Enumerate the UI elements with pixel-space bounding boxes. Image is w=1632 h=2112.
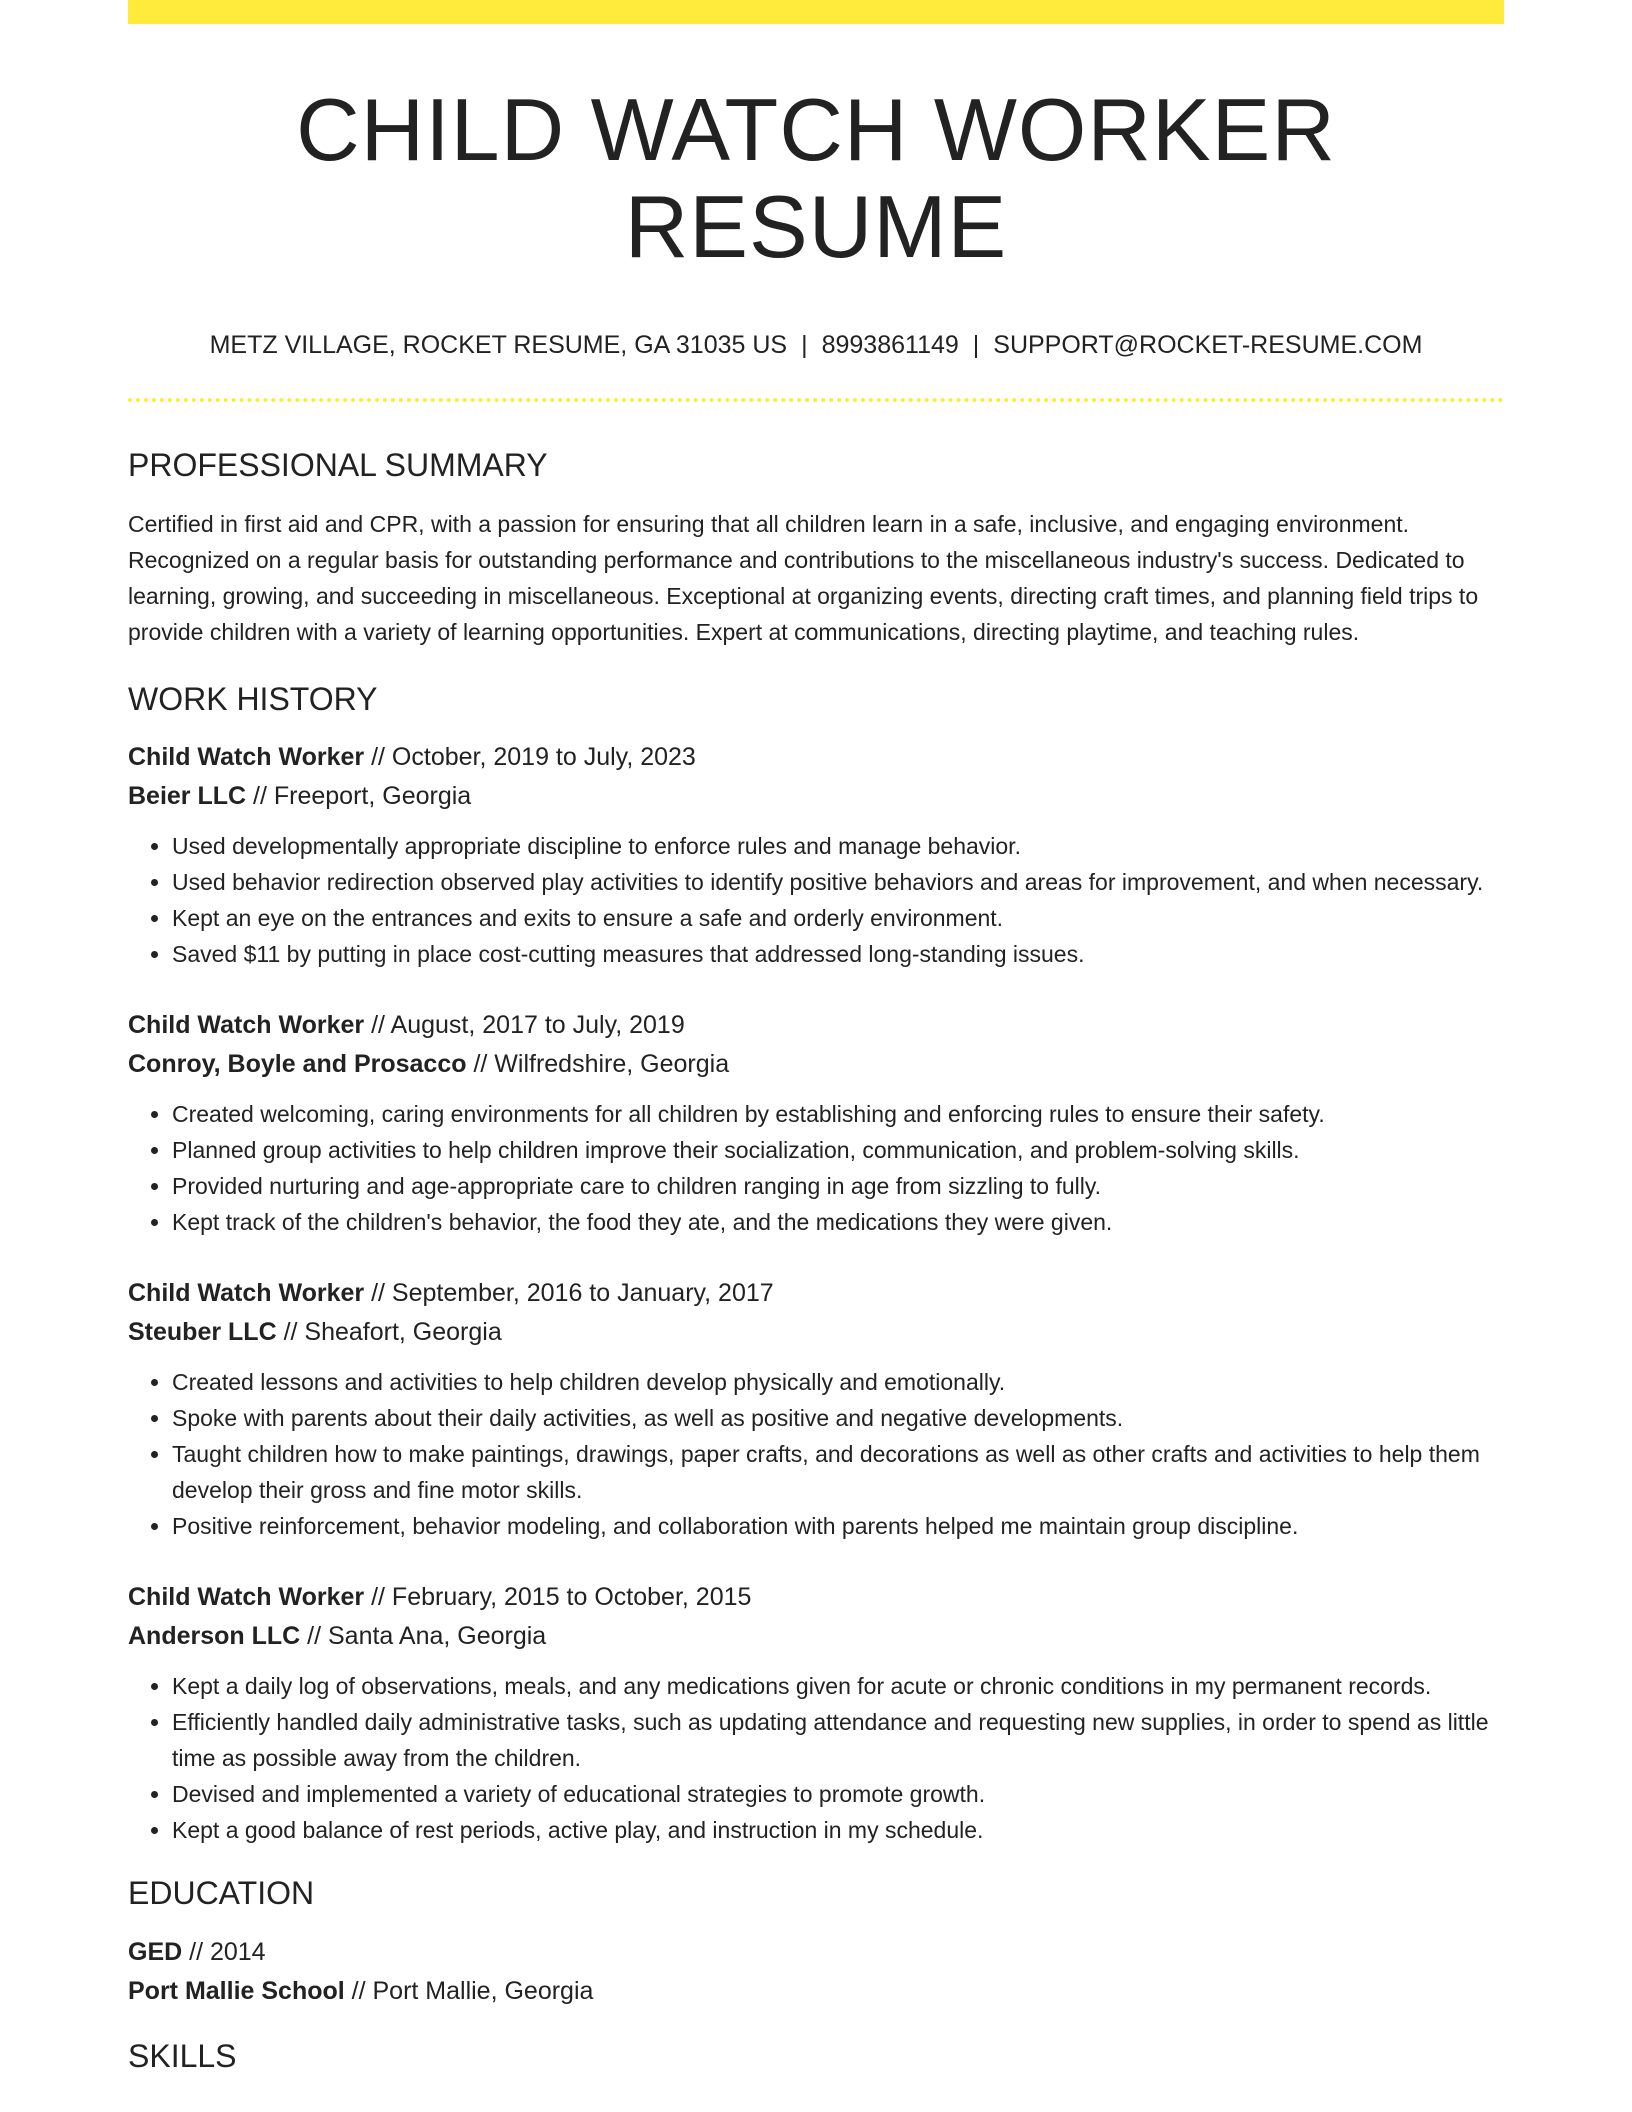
- job-bullet: • Used developmentally appropriate discipline to enforce rules and manage behavior.: [172, 828, 1504, 864]
- job-location: // Freeport, Georgia: [246, 782, 472, 811]
- job-title: Child Watch Worker: [128, 1011, 365, 1040]
- summary-text: Certified in first aid and CPR, with a passion for ensuring that all children learn in a safe, inclusive, and engaging environment. Recognized on a regular basis for outstanding performance and contributions to the miscellaneous industry's success. Dedicated to learning, growing, and succeeding in miscellaneous. Exceptional at organizing events, directing craft times, and planning field trips to provide children with a variety of learning opportunities. Expert at communications, directing playtime, and teaching rules.: [128, 510, 1479, 645]
- job-bullet: • Created welcoming, caring environments for all children by establishing and enforcing rules to ensure their safety.: [172, 1096, 1504, 1132]
- work-history-list: [128, 738, 1504, 1848]
- dotted-divider: [128, 398, 1504, 402]
- job-title-line: [128, 1274, 1504, 1313]
- job-company: Beier LLC: [128, 782, 247, 811]
- resume-page: [128, 0, 1504, 2075]
- education-degree: GED: [128, 1937, 183, 1966]
- job-bullet: • Kept a good balance of rest periods, active play, and instruction in my schedule.: [172, 1812, 1504, 1848]
- job-bullet: • Efficiently handled daily administrative tasks, such as updating attendance and requesting new supplies, in order to spend as little time as possible away from the children.: [172, 1704, 1504, 1776]
- education-entry: [128, 1933, 1504, 2011]
- job-bullet: • Provided nurturing and age-appropriate care to children ranging in age from sizzling to fully.: [172, 1168, 1504, 1204]
- job-company: Conroy, Boyle and Prosacco: [128, 1050, 467, 1079]
- job-company-line: [128, 1045, 1504, 1084]
- job-bullets: [128, 828, 1504, 972]
- job-bullets: [128, 1364, 1504, 1544]
- job-bullet: • Used behavior redirection observed play activities to identify positive behaviors and areas for improvement, and when necessary.: [172, 864, 1504, 900]
- job-dates: // October, 2019 to July, 2023: [364, 743, 696, 772]
- education-location: // Port Mallie, Georgia: [344, 1976, 594, 2005]
- education-school-line: [128, 1972, 1504, 2011]
- job-company: Steuber LLC: [128, 1318, 277, 1347]
- resume-title: CHILD WATCH WORKER RESUME: [296, 80, 1336, 276]
- job-title-line: [128, 738, 1504, 777]
- job-company: Anderson LLC: [128, 1622, 301, 1651]
- job-title-line: [128, 1578, 1504, 1617]
- job-title: Child Watch Worker: [128, 743, 365, 772]
- job-entry: [128, 738, 1504, 972]
- job-bullets: [128, 1668, 1504, 1848]
- job-location: // Wilfredshire, Georgia: [466, 1050, 730, 1079]
- job-entry: [128, 1006, 1504, 1240]
- work-history-heading: WORK HISTORY: [128, 680, 378, 717]
- skills-heading: SKILLS: [128, 2037, 237, 2074]
- contact-phone: 8993861149: [821, 330, 959, 359]
- job-bullet: • Kept a daily log of observations, meals, and any medications given for acute or chronic conditions in my permanent records.: [172, 1668, 1504, 1704]
- job-location: // Sheafort, Georgia: [276, 1318, 502, 1347]
- job-bullet: • Spoke with parents about their daily activities, as well as positive and negative developments.: [172, 1400, 1504, 1436]
- contact-address: METZ VILLAGE, ROCKET RESUME, GA 31035 US: [209, 330, 788, 359]
- job-company-line: [128, 1617, 1504, 1656]
- job-location: // Santa Ana, Georgia: [300, 1622, 547, 1651]
- contact-line: [128, 330, 1504, 360]
- job-title: Child Watch Worker: [128, 1583, 365, 1612]
- contact-email: SUPPORT@ROCKET-RESUME.COM: [993, 330, 1423, 359]
- job-bullet: • Saved $11 by putting in place cost-cutting measures that addressed long-standing issues.: [172, 936, 1504, 972]
- job-bullet: • Taught children how to make paintings, drawings, paper crafts, and decorations as well as other crafts and activities to help them develop their gross and fine motor skills.: [172, 1436, 1504, 1508]
- job-dates: // September, 2016 to January, 2017: [364, 1279, 774, 1308]
- job-bullet: • Devised and implemented a variety of educational strategies to promote growth.: [172, 1776, 1504, 1812]
- job-bullet: • Planned group activities to help children improve their socialization, communication, and problem-solving skills.: [172, 1132, 1504, 1168]
- contact-separator: |: [801, 330, 808, 359]
- job-dates: // August, 2017 to July, 2019: [364, 1011, 685, 1040]
- job-entry: [128, 1578, 1504, 1848]
- contact-separator: |: [972, 330, 980, 359]
- job-bullets: [128, 1096, 1504, 1240]
- education-school: Port Mallie School: [128, 1976, 345, 2005]
- job-company-line: [128, 1313, 1504, 1352]
- job-bullet: • Kept track of the children's behavior, the food they ate, and the medications they were given.: [172, 1204, 1504, 1240]
- job-title: Child Watch Worker: [128, 1279, 365, 1308]
- job-title-line: [128, 1006, 1504, 1045]
- job-company-line: [128, 777, 1504, 816]
- summary-heading: PROFESSIONAL SUMMARY: [128, 446, 548, 483]
- job-dates: // February, 2015 to October, 2015: [364, 1583, 752, 1612]
- education-year: // 2014: [182, 1937, 266, 1966]
- job-bullet: • Positive reinforcement, behavior modeling, and collaboration with parents helped me maintain group discipline.: [172, 1508, 1504, 1544]
- education-degree-line: [128, 1933, 1504, 1972]
- accent-top-bar: [128, 0, 1504, 24]
- job-bullet: • Created lessons and activities to help children develop physically and emotionally.: [172, 1364, 1504, 1400]
- job-entry: [128, 1274, 1504, 1544]
- job-bullet: • Kept an eye on the entrances and exits to ensure a safe and orderly environment.: [172, 900, 1504, 936]
- education-heading: EDUCATION: [128, 1875, 315, 1912]
